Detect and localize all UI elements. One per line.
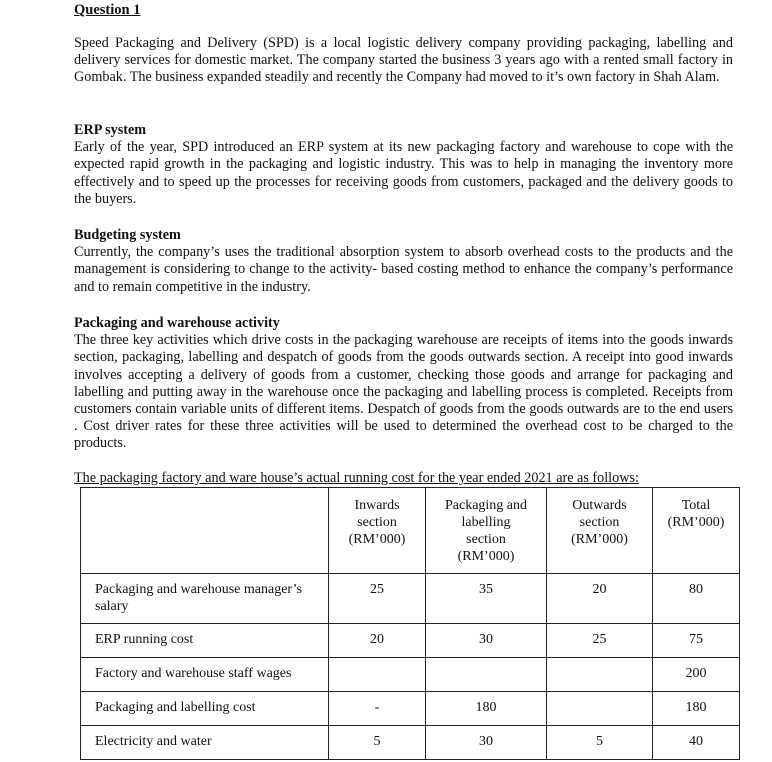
row-label: Electricity and water [81, 726, 329, 760]
cell-total: 75 [653, 624, 740, 658]
cell-outwards: 20 [547, 574, 653, 624]
header-packaging-labelling: Packaging and labelling section (RM’000) [426, 488, 547, 574]
section-body: Currently, the company’s uses the traditional absorption system to absorb overhead costs to the products and the management is considering to change to the activity- based costing method to enhance the company’s performance and to remain competitive in the industry. [74, 244, 733, 295]
header-outwards: Outwards section (RM’000) [547, 488, 653, 574]
section-heading: Packaging and warehouse activity [74, 315, 280, 331]
table-row [81, 574, 740, 624]
cell-inwards [329, 658, 426, 692]
cost-table [80, 487, 740, 760]
section-budgeting-system [74, 227, 733, 296]
section-erp-system [74, 122, 733, 208]
section-heading: ERP system [74, 122, 147, 138]
row-label: Factory and warehouse staff wages [81, 658, 329, 692]
cell-packaging: 180 [426, 692, 547, 726]
table-row [81, 726, 740, 760]
cell-outwards: 5 [547, 726, 653, 760]
row-label: Packaging and labelling cost [81, 692, 329, 726]
cell-packaging [426, 658, 547, 692]
row-label: Packaging and warehouse manager’s salary [81, 574, 329, 624]
section-body: Early of the year, SPD introduced an ERP system at its new packaging factory and warehouse to cope with the expected rapid growth in the packaging and logistic industry. This was to help in managing the inventory more effectively and to speed up the processes for receiving goods from customers, packaged and the delivery goods to the buyers. [74, 139, 733, 207]
header-empty-cell [81, 488, 329, 574]
header-total: Total (RM’000) [653, 488, 740, 574]
table-row [81, 692, 740, 726]
cell-total: 80 [653, 574, 740, 624]
table-header-row [81, 488, 740, 574]
table-intro: The packaging factory and ware house’s actual running cost for the year ended 2021 are as follows: [74, 470, 639, 486]
cell-packaging: 35 [426, 574, 547, 624]
cell-outwards [547, 658, 653, 692]
cell-inwards: 20 [329, 624, 426, 658]
cell-total: 180 [653, 692, 740, 726]
section-body: The three key activities which drive costs in the packaging warehouse are receipts of items into the goods inwards section, packaging, labelling and despatch of goods from the goods outwards section. A receipt into good inwards involves accepting a delivery of goods from a customer, checking those goods and arrange for packaging and labelling and putting away in the warehouse once the packaging and labelling process is completed. Receipts from customers contain variable units of different items. Despatch of goods from the goods outwards are to the end users . Cost driver rates for these three activities will be used to determined the overhead cost to be charged to the products. [74, 332, 733, 452]
section-heading: Budgeting system [74, 227, 181, 243]
section-packaging-warehouse-activity [74, 315, 733, 453]
intro-paragraph: Speed Packaging and Delivery (SPD) is a local logistic delivery company providing packaging, labelling and delivery services for domestic market. The company started the business 3 years ago with a rented small factory in Gombak. The business expanded steadily and recently the Company had moved to it’s own factory in Shah Alam. [74, 35, 733, 86]
question-title: Question 1 [74, 2, 141, 18]
header-inwards: Inwards section (RM’000) [329, 488, 426, 574]
cell-packaging: 30 [426, 726, 547, 760]
cell-inwards: 25 [329, 574, 426, 624]
cell-outwards [547, 692, 653, 726]
cell-inwards: - [329, 692, 426, 726]
cell-inwards: 5 [329, 726, 426, 760]
cell-outwards: 25 [547, 624, 653, 658]
table-row [81, 624, 740, 658]
cell-total: 200 [653, 658, 740, 692]
table-row [81, 658, 740, 692]
cell-packaging: 30 [426, 624, 547, 658]
row-label: ERP running cost [81, 624, 329, 658]
cell-total: 40 [653, 726, 740, 760]
